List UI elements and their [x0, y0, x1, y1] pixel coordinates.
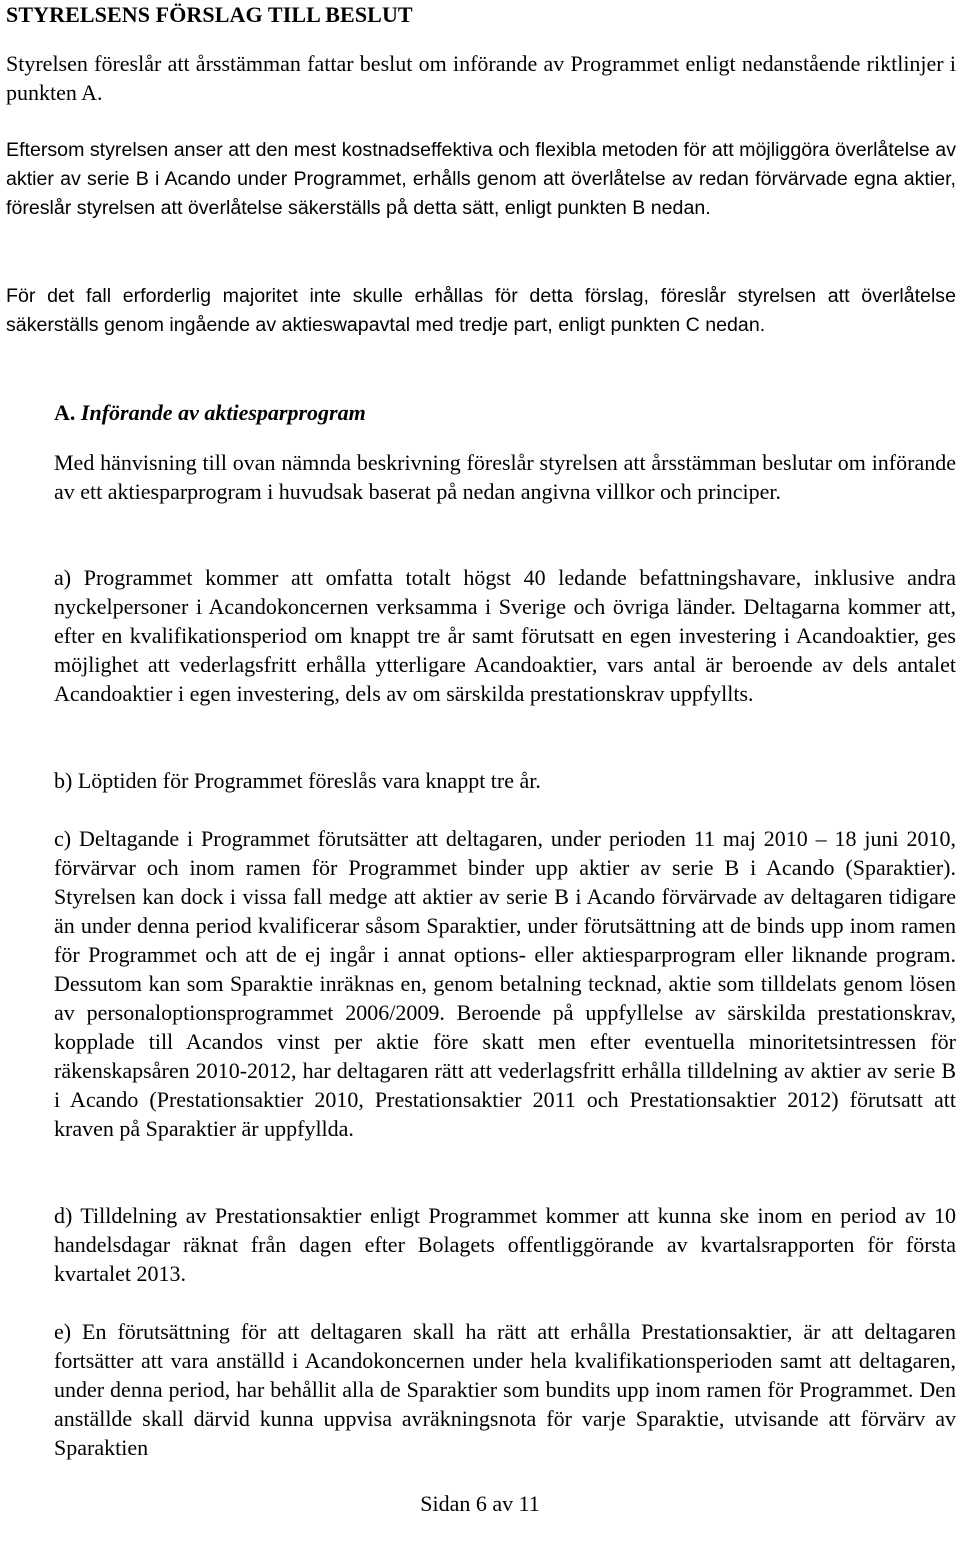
swap-paragraph: För det fall erforderlig majoritet inte skulle erhållas för detta förslag, föreslår styrelsen att överlåtelse säkerställs genom ingående av aktieswapavtal med tredje part, enligt punkten C nedan.	[6, 285, 956, 336]
section-a-title: Införande av aktiesparprogram	[80, 400, 366, 425]
item-a-paragraph: a) Programmet kommer att omfatta totalt högst 40 ledande befattningshavare, inklusive andra nyckelpersoner i Acandokoncernen verksamma i Sverige och övriga länder. Deltagarna kommer att, efter en kvalifikationsperiod om knappt tre år samt förutsatt en egen investering i Acandoaktier, ges möjlighet att vederlagsfritt erhålla ytterligare Acandoaktier, vars antal är beroende av dels antalet Acandoaktier i egen investering, dels av om särskilda prestationskrav uppfyllts.	[54, 565, 956, 706]
page-heading: STYRELSENS FÖRSLAG TILL BESLUT	[6, 2, 413, 27]
section-a-number: A.	[54, 400, 76, 425]
item-d-paragraph: d) Tilldelning av Prestationsaktier enligt Programmet kommer att kunna ske inom en period av 10 handelsdagar räknat från dagen efter Bolagets offentliggörande av kvartalsrapporten för första kvartalet 2013.	[54, 1203, 956, 1286]
intro-paragraph: Styrelsen föreslår att årsstämman fattar beslut om införande av Programmet enligt nedanstående riktlinjer i punkten A.	[6, 51, 956, 105]
item-c-paragraph: c) Deltagande i Programmet förutsätter att deltagaren, under perioden 11 maj 2010 – 18 juni 2010, förvärvar och inom ramen för Programmet binder upp aktier av serie B i Acando (Sparaktier). Styrelsen kan dock i vissa fall medge att aktier av serie B i Acando förvärvade av deltagaren tidigare än under denna period kvalificerar såsom Sparaktier, under förutsättning att de binds upp inom ramen för Programmet och att de ej ingår i annat options- eller aktiesparprogram eller liknande program. Dessutom kan som Sparaktie inräknas en, genom betalning tecknad, aktie som tilldelats genom lösen av personaloptionsprogrammet 2006/2009. Beroende på uppfyllelse av särskilda prestationskrav, kopplade till Acandos vinst per aktie före skatt men efter eventuella minoritetsintressen för räkenskapsåren 2010-2012, har deltagaren rätt att vederlagsfritt erhålla tilldelning av aktier av serie B i Acando (Prestationsaktier 2010, Prestationsaktier 2011 och Prestationsaktier 2012) förutsatt att kraven på Sparaktier är uppfyllda.	[54, 826, 956, 1141]
reference-paragraph: Med hänvisning till ovan nämnda beskrivning föreslår styrelsen att årsstämman beslutar om införande av ett aktiesparprogram i huvudsak baserat på nedan angivna villkor och principer.	[54, 450, 956, 504]
transfer-paragraph: Eftersom styrelsen anser att den mest kostnadseffektiva och flexibla metoden för att möjliggöra överlåtelse av aktier av serie B i Acando under Programmet, erhålls genom att överlåtelse av redan förvärvade egna aktier, föreslår styrelsen att överlåtelse säkerställs på detta sätt, enligt punkten B nedan.	[6, 139, 956, 219]
item-e-paragraph: e) En förutsättning för att deltagaren skall ha rätt att erhålla Prestationsaktier, är att deltagaren fortsätter att vara anställd i Acandokoncernen under hela kvalifikationsperioden samt att deltagaren, under denna period, har behållit alla de Sparaktier som bundits upp inom ramen för Programmet. Den anställde skall därvid kunna uppvisa avräkningsnota för varje Sparaktie, utvisande att förvärv av Sparaktien	[54, 1319, 956, 1460]
item-b-paragraph: b) Löptiden för Programmet föreslås vara knappt tre år.	[54, 768, 541, 793]
page-number-footer: Sidan 6 av 11	[420, 1491, 540, 1516]
section-a-heading	[54, 398, 366, 427]
